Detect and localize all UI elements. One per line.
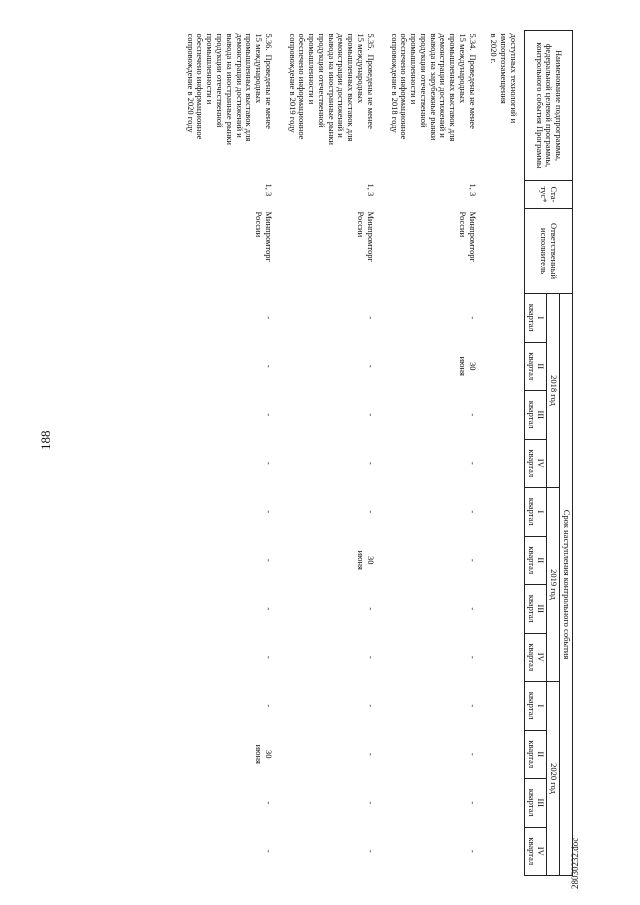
event-name-line: вывода на иностранные рынки: [224, 33, 235, 145]
event-responsible: Минпромторг России: [355, 211, 376, 263]
event-name-line: продукции отечественной: [215, 33, 226, 128]
deadline-empty-cell: -: [467, 461, 478, 465]
event-name-line: сопровождение в 2019 году: [287, 33, 298, 133]
deadline-empty-cell: -: [263, 510, 274, 514]
header-quarter-cell: III квартал: [524, 391, 547, 440]
event-name-line: продукции отечественной: [418, 33, 429, 128]
continuation-text: доступных технологий и импортозамещения в 2020 г.: [489, 33, 519, 124]
header-quarter-cell: IV квартал: [524, 439, 547, 488]
event-name-line: обеспечено информационное: [399, 33, 410, 140]
header-year-2019: 2019 год: [547, 488, 560, 682]
event-name-line: продукции отечественной: [316, 33, 327, 128]
event-name-line: промышленности и: [307, 33, 318, 105]
deadline-empty-cell: -: [365, 316, 376, 320]
event-name-cell: [279, 31, 381, 181]
event-name-line: 15 международных: [254, 33, 265, 104]
deadline-empty-cell: -: [365, 801, 376, 805]
header-quarter-cell: II квартал: [524, 536, 547, 585]
event-number: 5.35.: [365, 33, 376, 51]
event-name-line: 15 международных: [457, 33, 468, 104]
deadline-empty-cell: -: [365, 461, 376, 465]
event-name-line: обеспечено информационное: [297, 33, 308, 140]
deadline-empty-cell: -: [263, 849, 274, 853]
deadline-empty-cell: -: [263, 364, 274, 368]
header-year-2018: 2018 год: [547, 294, 560, 488]
table-row: [177, 31, 279, 876]
page-number: 188: [38, 430, 53, 450]
event-name-line: Проведены не менее: [263, 54, 274, 129]
header-status-column: Ста-тус*: [524, 181, 572, 209]
deadline-empty-cell: -: [263, 801, 274, 805]
table-row: [279, 31, 381, 876]
header-quarter-cell: III квартал: [524, 585, 547, 634]
event-responsible: Минпромторг России: [254, 211, 274, 263]
deadline-empty-cell: -: [365, 364, 376, 368]
deadline-empty-cell: -: [365, 752, 376, 756]
table-row-continuation: [483, 31, 525, 876]
event-name-line: вывода на иностранные рынки: [326, 33, 337, 145]
deadline-empty-cell: -: [263, 461, 274, 465]
deadline-empty-cell: -: [467, 704, 478, 708]
deadline-empty-cell: -: [365, 510, 376, 514]
header-deadline-group: Срок наступления контрольного события: [560, 294, 573, 876]
event-name-line: вывода на зарубежные рынки: [428, 33, 439, 141]
deadline-empty-cell: -: [365, 655, 376, 659]
deadline-empty-cell: -: [263, 607, 274, 611]
event-number: 5.34.: [467, 33, 478, 51]
table-row: [381, 31, 483, 876]
header-quarter-cell: I квартал: [524, 294, 547, 343]
deadline-empty-cell: -: [365, 413, 376, 417]
deadline-empty-cell: -: [263, 558, 274, 562]
event-name-cell: [381, 31, 483, 181]
event-number: 5.36.: [263, 33, 274, 51]
deadline-empty-cell: -: [467, 558, 478, 562]
event-name-line: сопровождение в 2018 году: [389, 33, 400, 133]
header-quarter-cell: I квартал: [524, 488, 547, 537]
header-responsible-column: Ответственный исполнитель: [524, 209, 572, 294]
event-status: 1, 3: [263, 183, 274, 197]
deadline-empty-cell: -: [365, 607, 376, 611]
deadline-empty-cell: -: [263, 704, 274, 708]
event-status: 1, 3: [467, 183, 478, 197]
event-name-line: промышленных выставок для: [244, 33, 255, 142]
deadline-empty-cell: -: [467, 510, 478, 514]
deadline-empty-cell: -: [467, 316, 478, 320]
event-name-line: демонстрации достижений и: [336, 33, 347, 138]
deadline-date-cell: 30 июня: [457, 356, 478, 376]
document-file-code: 28030232.doc: [570, 837, 580, 889]
event-name-line: промышленности и: [409, 33, 420, 105]
deadline-date-cell: 30 июня: [254, 744, 274, 764]
event-status: 1, 3: [365, 183, 376, 197]
header-name-column: Наименование подпрограммы, федеральной целевой программы, контрольного события Программы: [524, 31, 572, 181]
event-responsible: Минпромторг России: [457, 211, 478, 263]
deadline-empty-cell: -: [263, 655, 274, 659]
event-name-line: 15 международных: [355, 33, 366, 104]
deadline-empty-cell: -: [467, 413, 478, 417]
deadline-empty-cell: -: [263, 316, 274, 320]
header-quarter-cell: IV квартал: [524, 633, 547, 682]
event-name-line: промышленных выставок для: [448, 33, 459, 142]
event-name-line: промышленных выставок для: [346, 33, 357, 142]
deadline-empty-cell: -: [467, 655, 478, 659]
control-events-table: [177, 30, 573, 876]
deadline-empty-cell: -: [467, 607, 478, 611]
header-quarter-cell: III квартал: [524, 779, 547, 828]
event-name-cell: [177, 31, 279, 181]
event-name-line: промышленности и: [205, 33, 216, 105]
header-year-2020: 2020 год: [547, 682, 560, 876]
deadline-empty-cell: -: [467, 849, 478, 853]
header-quarter-cell: II квартал: [524, 730, 547, 779]
event-name-line: обеспечено информационное: [195, 33, 206, 140]
event-name-line: Проведены не менее: [365, 54, 376, 129]
header-quarter-cell: I квартал: [524, 682, 547, 731]
deadline-date-cell: 30 июня: [355, 550, 376, 570]
header-quarter-cell: IV квартал: [524, 827, 547, 876]
deadline-empty-cell: -: [365, 849, 376, 853]
header-quarter-cell: II квартал: [524, 342, 547, 391]
event-name-line: демонстрации достижений и: [234, 33, 245, 138]
deadline-empty-cell: -: [467, 752, 478, 756]
deadline-empty-cell: -: [263, 413, 274, 417]
event-name-line: сопровождение в 2020 году: [185, 33, 196, 133]
deadline-empty-cell: -: [365, 704, 376, 708]
deadline-empty-cell: -: [467, 801, 478, 805]
table-body: [177, 31, 524, 876]
event-name-line: Проведены не менее: [467, 54, 478, 129]
event-name-line: демонстрации достижений и: [438, 33, 449, 138]
